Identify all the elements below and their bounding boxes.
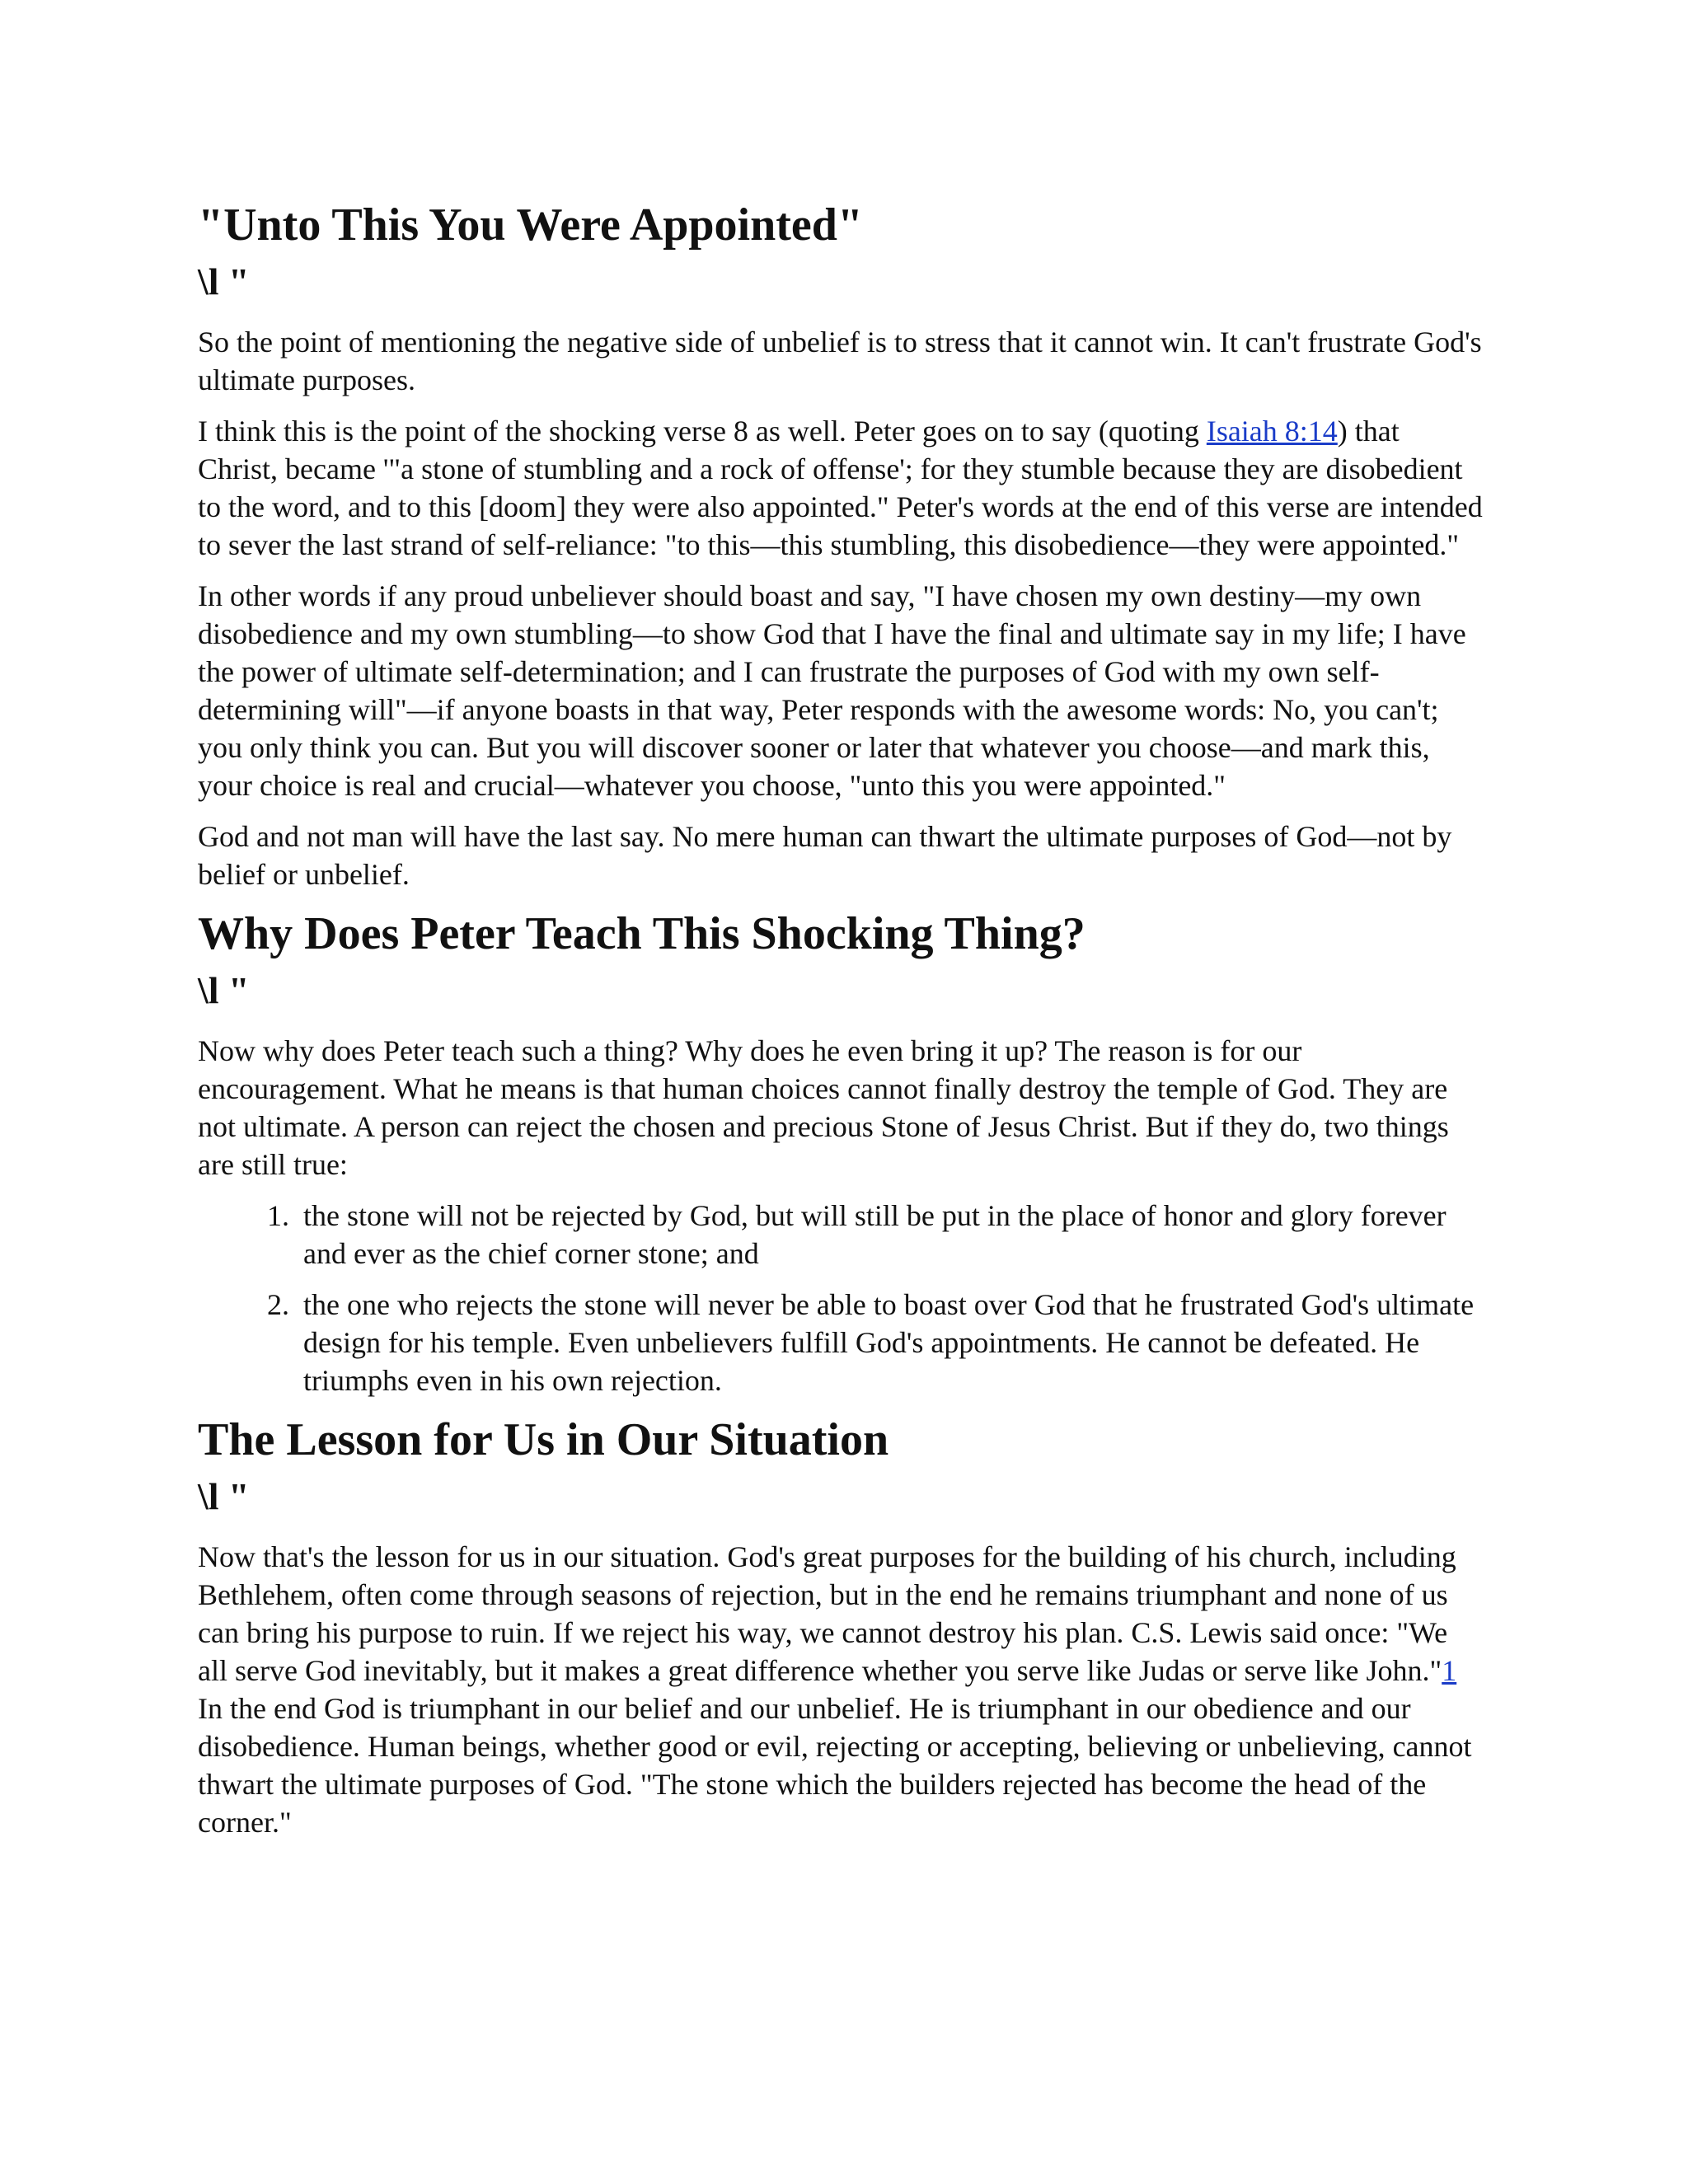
section-why-peter	[198, 907, 1484, 1399]
field-marker: \l "	[198, 1475, 250, 1517]
numbered-list	[198, 1197, 1484, 1399]
paragraph: God and not man will have the last say. No mere human can thwart the ultimate purposes of God—not by belief or unbelief.	[198, 820, 1452, 891]
paragraph: Now why does Peter teach such a thing? Why does he even bring it up? The reason is for our encouragement. What he means is that human choices cannot finally destroy the temple of God. They are not ultimate. A person can reject the chosen and precious Stone of Jesus Christ. But if they do, two things are still true:	[198, 1034, 1449, 1181]
section-appointed	[198, 198, 1484, 893]
field-marker: \l "	[198, 969, 250, 1011]
section-heading: "Unto This You Were Appointed"	[198, 199, 863, 251]
paragraph-text: ) that Christ, became '"a stone of stumbling and a rock of offense'; for they stumble because they are disobedient to the word, and to this [doom] they were also appointed." Peter's words at the end of this verse are intended to sever the last strand of self-reliance: "to this—this stumbling, this disobedience—they were appointed."	[198, 415, 1483, 561]
footnote-link[interactable]: 1	[1442, 1654, 1457, 1687]
section-heading: Why Does Peter Teach This Shocking Thing?	[198, 908, 1085, 959]
section-heading: The Lesson for Us in Our Situation	[198, 1414, 889, 1465]
field-marker: \l "	[198, 260, 250, 302]
list-item: 2. the one who rejects the stone will never be able to boast over God that he frustrated God's ultimate design for his temple. Even unbelievers fulfill God's appointments. He cannot be defeated. He triumphs even in his own rejection.	[297, 1286, 1484, 1399]
section-lesson	[198, 1413, 1484, 1841]
paragraph-text: Now that's the lesson for us in our situation. God's great purposes for the building of his church, including Bethlehem, often come through seasons of rejection, but in the end he remains triumphant and none of us can bring his purpose to ruin. If we reject his way, we cannot destroy his plan. C.S. Lewis said once: "We all serve God inevitably, but it makes a great difference whether you serve like Judas or serve like John."	[198, 1540, 1456, 1687]
paragraph	[198, 1538, 1484, 1841]
paragraph-text: In the end God is triumphant in our belief and our unbelief. He is triumphant in our obedience and our disobedience. Human beings, whether good or evil, rejecting or accepting, believing or unbelieving, cannot thwart the ultimate purposes of God. "The stone which the builders rejected has become the head of the corner."	[198, 1692, 1472, 1839]
paragraph	[198, 412, 1484, 564]
isaiah-link[interactable]: Isaiah 8:14	[1206, 415, 1338, 448]
paragraph-text: I think this is the point of the shocking verse 8 as well. Peter goes on to say (quoting	[198, 415, 1207, 448]
paragraph: In other words if any proud unbeliever should boast and say, "I have chosen my own destiny—my own disobedience and my own stumbling—to show God that I have the final and ultimate say in my life; I have the power of ultimate self-determination; and I can frustrate the purposes of God with my own self-determining will"—if anyone boasts in that way, Peter responds with the awesome words: No, you can't; you only think you can. But you will discover sooner or later that whatever you choose—and mark this, your choice is real and crucial—whatever you choose, "unto this you were appointed."	[198, 579, 1466, 802]
document-page	[198, 198, 1484, 1854]
list-item: 1. the stone will not be rejected by God, but will still be put in the place of honor and glory forever and ever as the chief corner stone; and	[297, 1197, 1484, 1272]
paragraph: So the point of mentioning the negative side of unbelief is to stress that it cannot win. It can't frustrate God's ultimate purposes.	[198, 326, 1482, 396]
